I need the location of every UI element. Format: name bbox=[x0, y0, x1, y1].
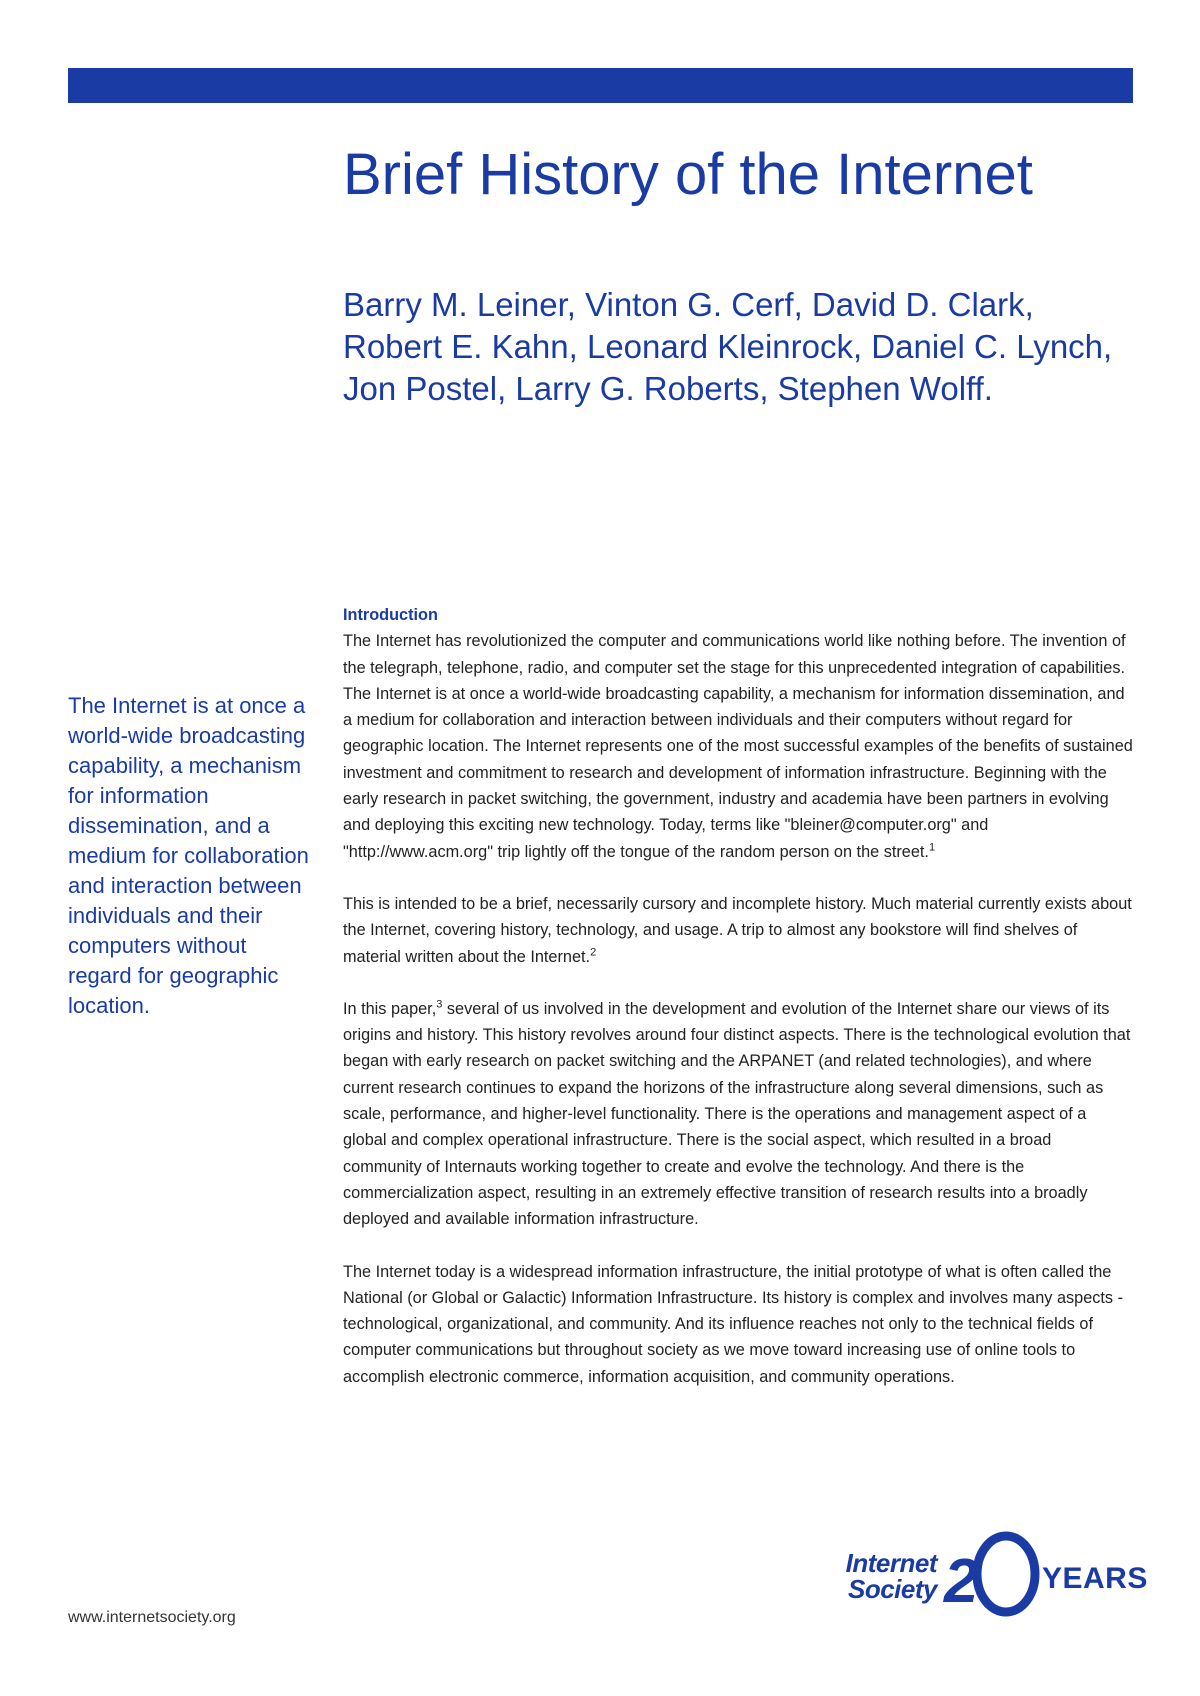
paragraph-1: The Internet has revolutionized the computer and communications world like nothing before. The invention of the telegraph, telephone, radio, and computer set the stage for this unprecedented integration of capabilities. The Internet is at once a world-wide broadcasting capability, a mechanism for information dissemination, and a medium for collaboration and interaction between individuals and their computers without regard for geographic location. The Internet represents one of the most successful examples of the benefits of sustained investment and commitment to research and development of information infrastructure. Beginning with the early research in packet switching, the government, industry and academia have been partners in evolving and deploying this exciting new technology. Today, terms like "bleiner@computer.org" and "http://www.acm.org" trip lightly off the tongue of the random person on the street.$^1$ bbox=[343, 632, 1133, 861]
paragraph-3: In this paper,$^3$ several of us involved in the development and evolution of the Internet share our views of its origins and history. This history revolves around four distinct aspects. There is the technological evolution that began with early research on packet switching and the ARPANET (and related technologies), and where current research continues to expand the horizons of the infrastructure along several dimensions, such as scale, performance, and higher-level functionality. There is the operations and management aspect of a global and complex operational infrastructure. There is the social aspect, which resulted in a broad community of Internauts working together to create and evolve the technology. And there is the commercialization aspect, resulting in an extremely effective transition of research results into a broadly deployed and available information infrastructure. bbox=[343, 998, 1131, 1229]
author-list: Barry M. Leiner, Vinton G. Cerf, David D. Clark, Robert E. Kahn, Leonard Kleinrock, Daniel C. Lynch, Jon Postel, Larry G. Roberts, Stephen Wolff. bbox=[343, 286, 1113, 407]
footer-url[interactable]: www.internetsociety.org bbox=[68, 1609, 236, 1626]
header-bar bbox=[68, 68, 1133, 103]
footnote-ref-2[interactable]: 2 bbox=[590, 946, 597, 959]
body-text bbox=[343, 602, 1133, 1416]
paragraph-4: The Internet today is a widespread information infrastructure, the initial prototype of what is often called the National (or Global or Galactic) Information Infrastructure. Its history is complex and involves many aspects - technological, organizational, and community. And its influence reaches not only to the technical fields of computer communications but throughout society as we move toward increasing use of online tools to accomplish electronic commerce, information acquisition, and community operations. bbox=[343, 1262, 1123, 1386]
footnote-ref-3[interactable]: 3 bbox=[436, 998, 443, 1011]
logo-years: YEARS bbox=[1042, 1562, 1148, 1595]
footnote-ref-1[interactable]: 1 bbox=[928, 841, 936, 854]
logo-number: 2 bbox=[944, 1547, 979, 1616]
logo-20-icon bbox=[940, 1528, 1040, 1620]
document-title: Brief History of the Internet bbox=[343, 142, 1033, 207]
logo-wordmark: Internet Society bbox=[845, 1548, 937, 1604]
internet-society-logo bbox=[812, 1528, 1148, 1618]
section-heading-introduction: Introduction bbox=[343, 606, 438, 624]
pull-quote: The Internet is at once a world-wide broadcasting capability, a mechanism for information dissemination, and a medium for collaboration and interaction between individuals and their computers without regard for geographic location. bbox=[68, 693, 309, 1018]
paragraph-2: This is intended to be a brief, necessarily cursory and incomplete history. Much material currently exists about the Internet, covering history, technology, and usage. A trip to almost any bookstore will find shelves of material written about the Internet.$^2$ bbox=[343, 894, 1132, 966]
